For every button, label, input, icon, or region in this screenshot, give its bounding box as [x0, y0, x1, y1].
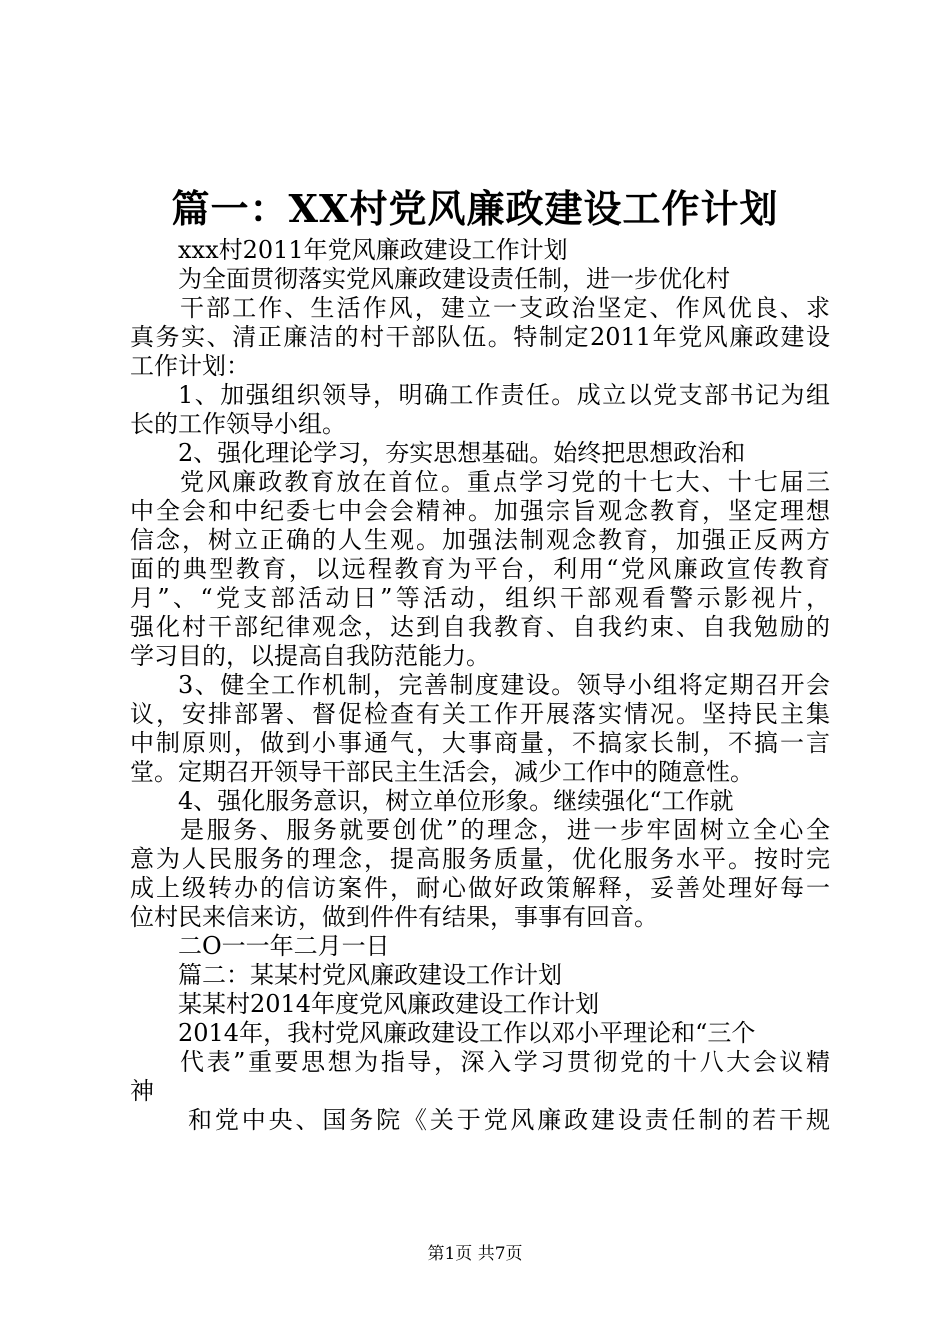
text-line: 长的工作领导小组。: [130, 410, 346, 438]
text-line: 3、健全工作机制，完善制度建设。领导小组将定期召开会: [178, 671, 830, 699]
text-line: 学习目的，以提高自我防范能力。: [130, 642, 490, 670]
text-line: 中全会和中纪委七中会会精神。加强宗旨观念教育，坚定理想: [130, 497, 830, 525]
text-line: 真务实、清正廉洁的村干部队伍。特制定2011年党风廉政建设: [130, 323, 830, 351]
text-line: 强化村干部纪律观念，达到自我教育、自我约束、自我勉励的: [130, 613, 830, 641]
text-line: 篇二：某某村党风廉政建设工作计划: [178, 961, 562, 989]
text-line: 月”、“党支部活动日”等活动，组织干部观看警示影视片，: [130, 584, 830, 612]
text-line: 位村民来信来访，做到件件有结果，事事有回音。: [130, 903, 658, 931]
text-line: 堂。定期召开领导干部民主生活会，减少工作中的随意性。: [130, 758, 754, 786]
text-line: 某某村2014年度党风廉政建设工作计划: [178, 990, 600, 1018]
text-line: 代表”重要思想为指导，深入学习贯彻党的十八大会议精: [180, 1048, 830, 1076]
text-line: 4、强化服务意识，树立单位形象。继续强化“工作就: [178, 787, 734, 815]
text-line: 是服务、服务就要创优”的理念，进一步牢固树立全心全: [180, 816, 830, 844]
text-line: 党风廉政教育放在首位。重点学习党的十七大、十七届三: [180, 468, 830, 496]
text-line: 成上级转办的信访案件，耐心做好政策解释，妥善处理好每一: [130, 874, 830, 902]
text-line: 中制原则，做到小事通气，大事商量，不搞家长制，不搞一言: [130, 729, 830, 757]
page-number: 第1页 共7页: [427, 1244, 523, 1264]
text-line: 为全面贯彻落实党风廉政建设责任制，进一步优化村: [178, 265, 730, 293]
text-line: 干部工作、生活作风，建立一支政治坚定、作风优良、求: [180, 294, 830, 322]
text-line: 工作计划：: [130, 352, 250, 380]
text-line: 信念，树立正确的人生观。加强法制观念教育，加强正反两方: [130, 526, 830, 554]
text-line: 二O一一年二月一日: [178, 932, 390, 960]
text-line: xxx村2011年党风廉政建设工作计划: [178, 236, 568, 264]
text-line: 2014年，我村党风廉政建设工作以邓小平理论和“三个: [178, 1019, 756, 1047]
text-line: 和党中央、国务院《关于党风廉政建设责任制的若干规: [188, 1106, 830, 1134]
document-body: [130, 236, 830, 1135]
text-line: 2、强化理论学习，夯实思想基础。始终把思想政治和: [178, 439, 746, 467]
text-line: 面的典型教育，以远程教育为平台，利用“党风廉政宣传教育: [130, 555, 830, 583]
text-line: 议，安排部署、督促检查有关工作开展落实情况。坚持民主集: [130, 700, 830, 728]
text-line: 意为人民服务的理念，提高服务质量，优化服务水平。按时完: [130, 845, 830, 873]
text-line: 1、加强组织领导，明确工作责任。成立以党支部书记为组: [178, 381, 830, 409]
document-title: 篇一：XX村党风廉政建设工作计划: [171, 186, 779, 231]
text-line: 神: [130, 1077, 154, 1105]
